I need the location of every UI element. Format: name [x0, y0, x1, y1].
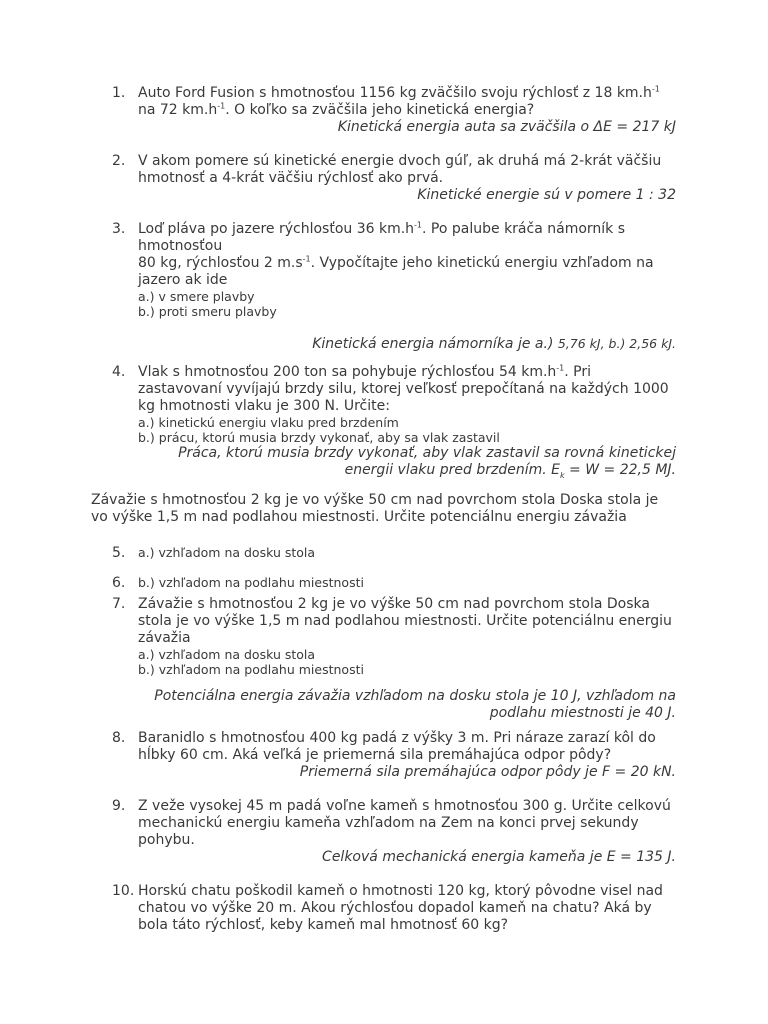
- question-text-part: . Po palube kráča námorník s hmotnosťou: [138, 221, 626, 254]
- question-number: 9.: [112, 798, 126, 814]
- question-number: 7.: [112, 596, 126, 612]
- question-text-part: Vlak s hmotnosťou 200 ton sa pohybuje rýchlosťou 54 km.h: [138, 364, 557, 380]
- question-number: 8.: [112, 730, 126, 746]
- superscript: -1: [302, 254, 311, 264]
- sub-item-b: b.) prácu, ktorú musia brzdy vykonať, aby sa vlak zastavil: [138, 430, 500, 445]
- question-number: 1.: [112, 85, 126, 101]
- question-number: 2.: [112, 153, 126, 169]
- question-4: [112, 364, 676, 479]
- answer-line-1: Potenciálna energia závažia vzhľadom na dosku stola je 10 J, vzhľadom na: [154, 688, 676, 704]
- question-6: [112, 575, 676, 590]
- question-text: Baranidlo s hmotnosťou 400 kg padá z výšky 3 m. Pri náraze zarazí kôl do hĺbky 60 cm. Aká veľká je priemerná sila premáhajúca odpor pôdy?: [138, 730, 656, 763]
- question-5: [112, 545, 676, 560]
- sub-item-a: a.) vzhľadom na dosku stola: [138, 647, 316, 662]
- superscript: -1: [556, 363, 565, 373]
- question-text: [138, 364, 676, 415]
- sub-item-b: b.) vzhľadom na podlahu miestnosti: [138, 662, 364, 677]
- answer-part: = W = 22,5 MJ.: [564, 462, 676, 478]
- answer-part: Kinetická energia námorníka je a.): [312, 336, 558, 352]
- question-text-part: . O koľko sa zväčšila jeho kinetická energia?: [225, 102, 535, 118]
- answer: Kinetická energia auta sa zväčšila o ΔE = 217 kJ: [337, 119, 676, 135]
- sub-item-a: a.) kinetickú energiu vlaku pred brzdením: [138, 415, 399, 430]
- answer: Priemerná sila premáhajúca odpor pôdy je F = 20 kN.: [299, 764, 676, 780]
- question-number: 10.: [112, 883, 135, 899]
- question-text: a.) vzhľadom na dosku stola: [138, 545, 316, 560]
- question-text: Z veže vysokej 45 m padá voľne kameň s hmotnosťou 300 g. Určite celkovú mechanickú energiu kameňa vzhľadom na Zem na konci prvej sekundy pohybu.: [138, 798, 671, 848]
- question-text: Horskú chatu poškodil kameň o hmotnosti 120 kg, ktorý pôvodne visel nad chatou vo výške 20 m. Akou rýchlosťou dopadol kameň na chatu? Aká by bola táto rýchlosť, keby kameň mal hmotnosť 60 kg?: [138, 883, 663, 933]
- question-3: [112, 221, 676, 353]
- question-number: 3.: [112, 221, 126, 237]
- question-10: [112, 883, 676, 934]
- question-text-part: Auto Ford Fusion s hmotnosťou 1156 kg zväčšilo svoju rýchlosť z 18 km.h: [138, 85, 652, 101]
- question-number: 4.: [112, 364, 126, 380]
- question-number: 6.: [112, 575, 126, 591]
- question-text-part: . Pri zastavovaní vyvíjajú brzdy silu, ktorej veľkosť prepočítaná na každých 1000 kg hmotnosti vlaku je 300 N. Určite:: [138, 364, 669, 414]
- superscript: -1: [414, 220, 423, 230]
- answer-line-2: [138, 462, 676, 479]
- sub-item-b: b.) proti smeru plavby: [138, 304, 277, 319]
- superscript: -1: [217, 101, 226, 111]
- question-text-part: 80 kg, rýchlosťou 2 m.s: [138, 255, 303, 271]
- question-text: [138, 221, 676, 255]
- question-text: V akom pomere sú kinetické energie dvoch gúľ, ak druhá má 2-krát väčšiu hmotnosť a 4-krát väčšiu rýchlosť ako prvá.: [138, 153, 662, 186]
- question-text: [138, 85, 676, 119]
- question-text: b.) vzhľadom na podlahu miestnosti: [138, 575, 364, 590]
- question-8: [112, 730, 676, 781]
- question-2: [112, 153, 676, 204]
- answer: Celková mechanická energia kameňa je E = 135 J.: [322, 849, 676, 865]
- answer-line-1: Práca, ktorú musia brzdy vykonať, aby vlak zastavil sa rovná kinetickej: [178, 445, 676, 461]
- question-7: [112, 596, 676, 722]
- question-1: [112, 85, 676, 136]
- answer: Kinetické energie sú v pomere 1 : 32: [417, 187, 676, 203]
- sub-item-a: a.) v smere plavby: [138, 289, 255, 304]
- question-text: Závažie s hmotnosťou 2 kg je vo výške 50 cm nad povrchom stola Doska stola je vo výške 1,5 m nad podlahou miestnosti. Určite potenciálnu energiu závažia: [138, 596, 672, 646]
- answer-line-2: podlahu miestnosti je 40 J.: [489, 705, 676, 721]
- subscript: k: [559, 470, 565, 480]
- question-text-part: . Vypočítajte jeho kinetickú energiu vzhľadom na jazero ak ide: [138, 255, 654, 288]
- question-number: 5.: [112, 545, 126, 561]
- answer: [138, 335, 676, 353]
- question-text-part: Loď pláva po jazere rýchlosťou 36 km.h: [138, 221, 415, 237]
- question-text-part: na 72 km.h: [138, 102, 218, 118]
- answer-part: 5,76 kJ, b.) 2,56 kJ.: [557, 336, 676, 351]
- answer-part: energii vlaku pred brzdením. E: [344, 462, 560, 478]
- standalone-paragraph: Závažie s hmotnosťou 2 kg je vo výške 50 cm nad povrchom stola Doska stola je vo výške 1,5 m nad podlahou miestnosti. Určite potenciálnu energiu závažia: [91, 492, 659, 525]
- question-text-continued: [138, 255, 676, 289]
- question-9: [112, 798, 676, 866]
- superscript: -1: [651, 84, 660, 94]
